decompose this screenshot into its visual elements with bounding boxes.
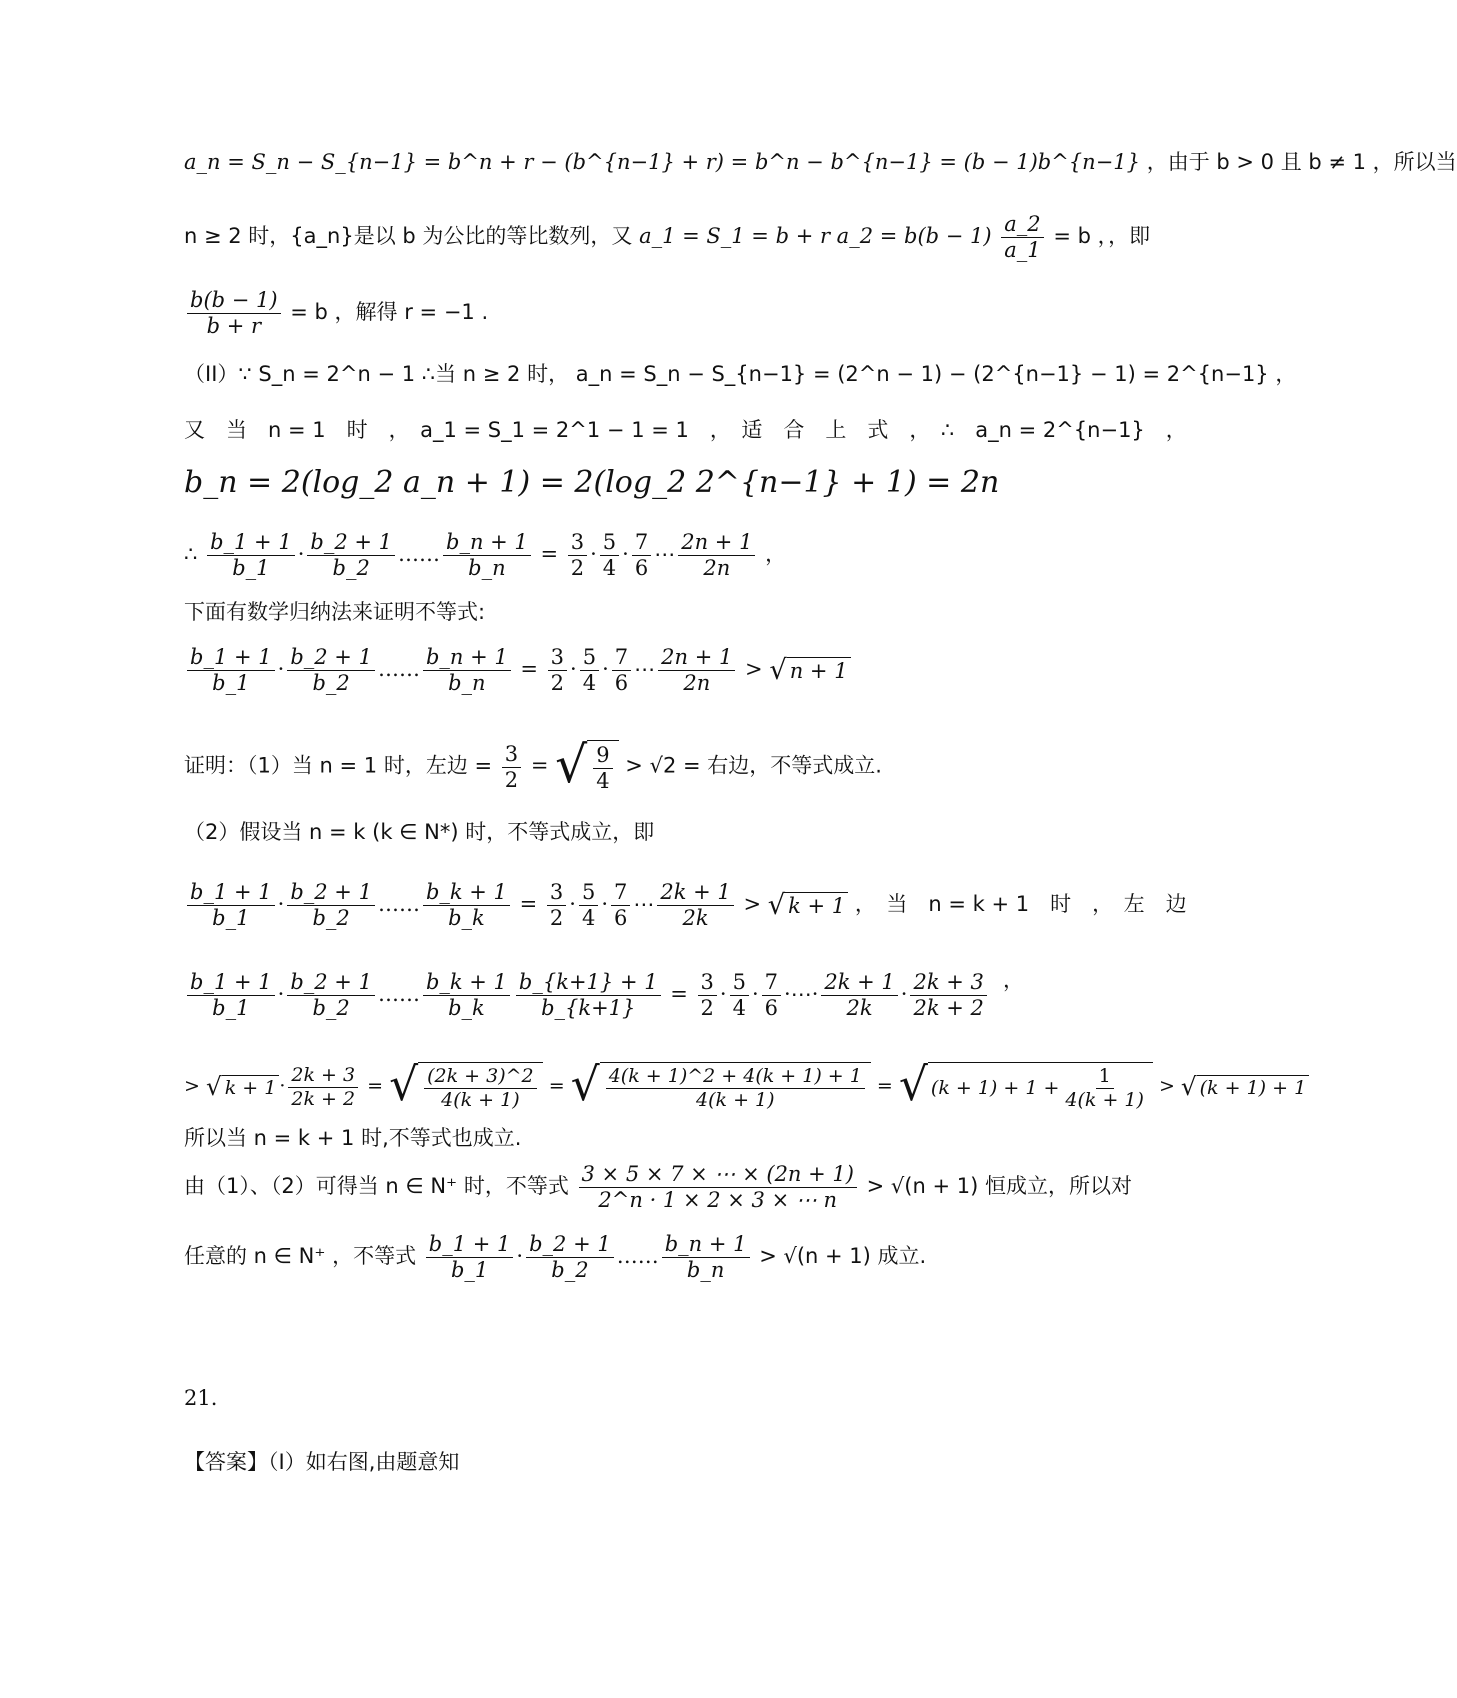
fraction-a2-a1: [1001, 212, 1043, 263]
line-3: [184, 288, 1024, 339]
fraction-denominator: a_1: [1004, 238, 1041, 262]
therefore-symbol: ∴: [184, 542, 198, 566]
line-2: [184, 212, 1151, 263]
text-when-n-k1: ， 当 n = k + 1 时 ， 左 边: [854, 892, 1187, 916]
fraction-bk: [423, 880, 510, 931]
line-16: [184, 1162, 1132, 1213]
sqrt-prefix: (k + 1) + 1 +: [930, 1077, 1060, 1099]
line-9: $\frac{b\_1 + 1}{b\_1}$ · $\frac{b\_2 + 1}{b\_2}$ …… $\frac{b\_n + 1}{b\_n}$ = $\frac{3}{2}$ · $\frac{5}{4}$ · $\frac{7}{6}$ ⋯ $\frac{2n + 1}{2n}$ > √ n + 1: [184, 645, 1024, 696]
line-13: $\frac{b\_1 + 1}{b\_1}$ · $\frac{b\_2 + 1}{b\_2}$ …… $\frac{b\_k + 1}{b\_k}$ $\frac{b\_\{k+1\} + 1}{b\_\{k+1\}}$ = $\frac{3}{2}$ · $\frac{5}{4}$ · $\frac{7}{6}$ ·⋯· $\frac{2k + 1}{2k}$ · $\frac{2k + 3}{2k + 2}$ ，: [184, 970, 1024, 1021]
fraction-bn: [662, 1232, 750, 1283]
text-ratio: = b ，，即: [1053, 224, 1151, 248]
fraction-numerator: b_k + 1: [423, 880, 510, 906]
fraction-bk1: [516, 970, 661, 1021]
fraction-denominator: 4: [602, 556, 617, 580]
line-11: [184, 822, 1024, 843]
sqrt-fraction-c: √ $\frac{(2k + 3)\^{}2}{4(k + 1)}$: [389, 1062, 543, 1112]
text-conclusion-b: > √(n + 1) 恒成立，所以对: [866, 1174, 1132, 1198]
fraction-7-6: [612, 645, 631, 696]
sqrt-k-plus-1: √ k + 1: [768, 892, 848, 919]
fraction-b2: [287, 970, 375, 1021]
fraction-numerator: b_n + 1: [443, 530, 531, 556]
fraction-denominator: 2k + 2: [913, 996, 984, 1020]
fraction-denominator: 4: [596, 769, 610, 793]
fraction-numerator: b_2 + 1: [287, 970, 375, 996]
fraction-b1: [207, 530, 295, 581]
fraction-numerator: 3: [502, 742, 521, 768]
sqrt-content: k + 1: [785, 892, 848, 919]
fraction-numerator: 2n + 1: [658, 645, 735, 671]
fraction-denominator: b_2: [312, 906, 350, 930]
fraction-numerator: b_1 + 1: [207, 530, 295, 556]
fraction-numerator: 2k + 3: [288, 1064, 358, 1088]
equation-an-derivation: a_n = S_n − S_{n−1} = b^n + r − (b^{n−1} + r) = b^n − b^{n−1} = (b − 1)b^{n−1}: [184, 150, 1141, 174]
line-18: [184, 1388, 1024, 1409]
text-condition: ，由于 b > 0 且 b ≠ 1 ，所以当: [1146, 150, 1457, 174]
fraction-numerator: b(b − 1): [187, 288, 281, 314]
line-19: [184, 1452, 1024, 1473]
fraction-denominator: b_2: [551, 1258, 589, 1282]
ellipsis: ……: [616, 1244, 659, 1268]
fraction-denominator: 4(k + 1): [1065, 1089, 1144, 1111]
sqrt-fraction-d: √ $\frac{4(k + 1)\^{}2 + 4(k + 1) + 1}{4(k + 1)}$: [571, 1062, 871, 1112]
fraction-3-2: [568, 530, 587, 581]
fraction-numerator: b_n + 1: [662, 1232, 750, 1258]
fraction-denominator: 2: [570, 556, 585, 580]
line-5: [184, 418, 1187, 442]
fraction-b1: [187, 970, 275, 1021]
fraction-numerator: 2k + 3: [910, 970, 986, 996]
fraction-denominator: 4(k + 1): [696, 1089, 775, 1111]
fraction-7-6: [632, 530, 651, 581]
fraction-denominator: b_1: [212, 996, 250, 1020]
text-geometric: n ≥ 2 时，{a_n}是以 b 为公比的等比数列，又: [184, 224, 633, 248]
fraction-2k1-2k: [821, 970, 897, 1021]
fraction-numerator: b_1 + 1: [187, 880, 275, 906]
fraction-b1: [187, 645, 275, 696]
fraction-denominator: b_2: [312, 671, 350, 695]
text-step-2-conclusion: 所以当 n = k + 1 时,不等式也成立.: [184, 1126, 522, 1150]
fraction-denominator: 4: [732, 996, 746, 1020]
fraction-numerator: b_{k+1} + 1: [516, 970, 661, 996]
line-7: ∴ $\frac{b\_1 + 1}{b\_1}$ · $\frac{b\_2 + 1}{b\_2}$ …… $\frac{b\_n + 1}{b\_n}$ = $\frac{3}{2}$ · $\frac{5}{4}$ · $\frac{7}{6}$ ⋯ $\frac{2n + 1}{2n}$ ，: [184, 530, 787, 580]
ellipsis: ……: [377, 657, 420, 681]
fraction-product-odd: [579, 1162, 857, 1213]
fraction-numerator: b_1 + 1: [187, 645, 275, 671]
fraction-2k3-2k2: [288, 1064, 358, 1111]
sqrt-expression-e: √ (k + 1) + 1 + $\frac{1}{4(k + 1)}$: [899, 1062, 1153, 1112]
sqrt-content: (k + 1) + 1: [1197, 1075, 1310, 1100]
fraction-7-6: [611, 880, 630, 931]
line-10: 证明：（1）当 n = 1 时，左边 = $\frac{3}{2}$ = √ $\frac{9}{4}$ > √2 = 右边，不等式成立.: [184, 735, 882, 794]
sqrt-k-plus-1: √ k + 1: [206, 1075, 279, 1100]
fraction-denominator: 2: [550, 671, 565, 695]
fraction-numerator: b_2 + 1: [287, 880, 375, 906]
fraction-denominator: 6: [764, 996, 779, 1020]
fraction-b2: [526, 1232, 614, 1283]
fraction-2k1-2k: [657, 880, 733, 931]
sqrt-expression-f: √ (k + 1) + 1: [1181, 1075, 1309, 1100]
text-conclusion-a: 由（1）、（2）可得当 n ∈ N⁺ 时，不等式: [184, 1174, 569, 1198]
fraction-numerator: b_k + 1: [423, 970, 510, 996]
fraction-c: [424, 1065, 537, 1112]
fraction-denominator: 2k: [846, 996, 873, 1020]
text-proof-step-1-end: > √2 = 右边，不等式成立.: [625, 753, 882, 778]
sqrt-9-4: √ $\frac{9}{4}$: [555, 740, 618, 794]
fraction-3-2: [547, 880, 566, 931]
equation-bn: b_n = 2(log_2 a_n + 1) = 2(log_2 2^{n−1} + 1) = 2n: [184, 465, 1000, 500]
fraction-numerator: 2k + 1: [657, 880, 733, 906]
comma: ，: [1003, 968, 1024, 992]
fraction-denominator: 4(k + 1): [441, 1089, 520, 1111]
fraction-b1: [187, 880, 275, 931]
fraction-b2: [287, 880, 375, 931]
text-proof-step-2: （2）假设当 n = k (k ∈ N*) 时，不等式成立，即: [184, 820, 655, 844]
fraction-denominator: 2k + 2: [291, 1087, 356, 1110]
fraction-numerator: 3: [698, 970, 717, 996]
line-1: [184, 150, 1457, 174]
fraction-numerator: b_2 + 1: [287, 645, 375, 671]
fraction-denominator: b_k: [448, 906, 485, 930]
line-15: [184, 1128, 1024, 1149]
fraction-numerator: 5: [579, 880, 598, 906]
fraction-3-2: [502, 742, 521, 793]
fraction-numerator: 2k + 1: [821, 970, 897, 996]
fraction-bn: [443, 530, 531, 581]
fraction-2n1-2n: [678, 530, 755, 581]
fraction-numerator: 2n + 1: [678, 530, 755, 556]
text-induction-intro: 下面有数学归纳法来证明不等式:: [184, 600, 486, 624]
fraction-5-4: [600, 530, 619, 581]
text-proof-step-1: 证明：（1）当 n = 1 时，左边 =: [184, 753, 493, 778]
fraction-numerator: b_n + 1: [423, 645, 511, 671]
fraction-numerator: b_1 + 1: [426, 1232, 514, 1258]
fraction-numerator: 3: [547, 880, 566, 906]
fraction-denominator: 2n: [683, 671, 711, 695]
fraction-numerator: b_2 + 1: [526, 1232, 614, 1258]
fraction-denominator: b_n: [448, 671, 486, 695]
text-n-equals-1: 又 当 n = 1 时 ， a_1 = S_1 = 2^1 − 1 = 1 ， 适 合 上 式 ， ∴ a_n = 2^{n−1} ，: [184, 418, 1187, 442]
question-number: 21.: [184, 1386, 218, 1410]
line-12: $\frac{b\_1 + 1}{b\_1}$ · $\frac{b\_2 + 1}{b\_2}$ …… $\frac{b\_k + 1}{b\_k}$ = $\frac{3}{2}$ · $\frac{5}{4}$ · $\frac{7}{6}$ ⋯ $\frac{2k + 1}{2k}$ > √ k + 1 ， 当 n = k + 1 时 ， 左 边: [184, 880, 1024, 931]
equation-a1-a2: a_1 = S_1 = b + r a_2 = b(b − 1): [639, 224, 992, 248]
fraction-denominator: 6: [634, 556, 649, 580]
fraction-denominator: 4: [581, 906, 596, 930]
fraction-denominator: 6: [614, 906, 628, 930]
ellipsis: ……: [377, 892, 420, 916]
ellipsis: ……: [398, 542, 440, 566]
fraction-denominator: 6: [614, 671, 629, 695]
fraction-denominator: 2: [549, 906, 564, 930]
fraction-numerator: 7: [612, 645, 631, 671]
line-14: > √ k + 1 · $\frac{2k + 3}{2k + 2}$ = √ $\frac{(2k + 3)\^{}2}{4(k + 1)}$ = √ $\frac{4(k + 1)\^{}2 + 4(k + 1) + 1}{4(k + 1)}$ = √ (k + 1) + 1 + $\frac{1}{4(k + 1)}$ > √ (k + 1) + 1: [184, 1062, 1024, 1112]
fraction-numerator: b_1 + 1: [187, 970, 275, 996]
sqrt-n-plus-1: √ n + 1: [769, 657, 850, 684]
fraction-3-2: [698, 970, 717, 1021]
fraction-bn: [423, 645, 511, 696]
fraction-numerator: 4(k + 1)^2 + 4(k + 1) + 1: [606, 1065, 865, 1089]
fraction-denominator: b_1: [450, 1258, 489, 1282]
line-4: [184, 362, 1297, 386]
fraction-numerator: 5: [580, 645, 599, 671]
text-final-b: > √(n + 1) 成立.: [759, 1244, 927, 1268]
fraction-numerator: 3: [568, 530, 587, 556]
fraction-b2: [287, 645, 375, 696]
sqrt-content: k + 1: [222, 1075, 280, 1100]
fraction-denominator: b_{k+1}: [541, 996, 636, 1020]
fraction-denominator: b_1: [212, 671, 250, 695]
fraction-denominator: 4: [582, 671, 597, 695]
fraction-9-4: [593, 743, 612, 794]
fraction-numerator: 7: [611, 880, 630, 906]
fraction-numerator: 5: [730, 970, 749, 996]
fraction-numerator: b_2 + 1: [307, 530, 395, 556]
fraction-numerator: 3 × 5 × 7 × ⋯ × (2n + 1): [579, 1162, 857, 1188]
fraction-b1: [426, 1232, 514, 1283]
fraction-5-4: [580, 645, 599, 696]
fraction-d: [606, 1065, 865, 1112]
text-part-ii: （II）∵ S_n = 2^n − 1 ∴当 n ≥ 2 时， a_n = S_n − S_{n−1} = (2^n − 1) − (2^{n−1} − 1) = 2^{n−1} ，: [184, 362, 1297, 386]
fraction-numerator: (2k + 3)^2: [424, 1065, 537, 1089]
fraction-denominator: b_k: [448, 996, 485, 1020]
fraction-3-2: [548, 645, 567, 696]
fraction-denominator: 2k: [682, 906, 709, 930]
fraction-numerator: 7: [762, 970, 781, 996]
fraction-denominator: b_1: [212, 906, 250, 930]
comma: ，: [765, 542, 787, 566]
fraction-bk: [423, 970, 510, 1021]
fraction-numerator: 5: [600, 530, 619, 556]
fraction-denominator: 2n: [703, 556, 731, 580]
text-final-a: 任意的 n ∈ N⁺ ，不等式: [184, 1244, 417, 1268]
line-6: [184, 465, 1024, 500]
fraction-denominator: b + r: [206, 314, 262, 338]
fraction-5-4: [579, 880, 598, 931]
fraction-denominator: 2: [504, 767, 519, 792]
fraction-numerator: a_2: [1001, 212, 1043, 238]
sqrt-content: n + 1: [787, 657, 851, 684]
fraction-bb1-br: [187, 288, 281, 339]
answer-heading: 【答案】（I）如右图,由题意知: [184, 1450, 460, 1474]
fraction-denominator: b_2: [312, 996, 350, 1020]
fraction-numerator: 7: [632, 530, 651, 556]
fraction-numerator: 1: [1096, 1065, 1114, 1089]
fraction-denominator: b_2: [332, 556, 370, 580]
fraction-denominator: b_1: [232, 556, 270, 580]
fraction-numerator: 9: [593, 743, 612, 769]
fraction-5-4: [730, 970, 749, 1021]
text-solve-r: = b ，解得 r = −1 .: [290, 300, 489, 324]
line-17: 任意的 n ∈ N⁺ ，不等式 $\frac{b\_1 + 1}{b\_1}$ · $\frac{b\_2 + 1}{b\_2}$ …… $\frac{b\_n + 1}{b\_n}$ > √(n + 1) 成立.: [184, 1232, 927, 1282]
fraction-denominator: b_n: [468, 556, 506, 580]
fraction-7-6: [762, 970, 781, 1021]
fraction-denominator: 2: [700, 996, 714, 1020]
ellipsis: ……: [377, 982, 420, 1006]
fraction-denominator: 2^n · 1 × 2 × 3 × ⋯ n: [598, 1188, 838, 1212]
fraction-b2: [307, 530, 395, 581]
fraction-numerator: 3: [548, 645, 567, 671]
fraction-2n1-2n: [658, 645, 735, 696]
fraction-e: [1062, 1065, 1147, 1112]
fraction-denominator: b_n: [686, 1258, 725, 1282]
fraction-2k3-2k2: [910, 970, 986, 1021]
line-8: [184, 602, 1024, 623]
